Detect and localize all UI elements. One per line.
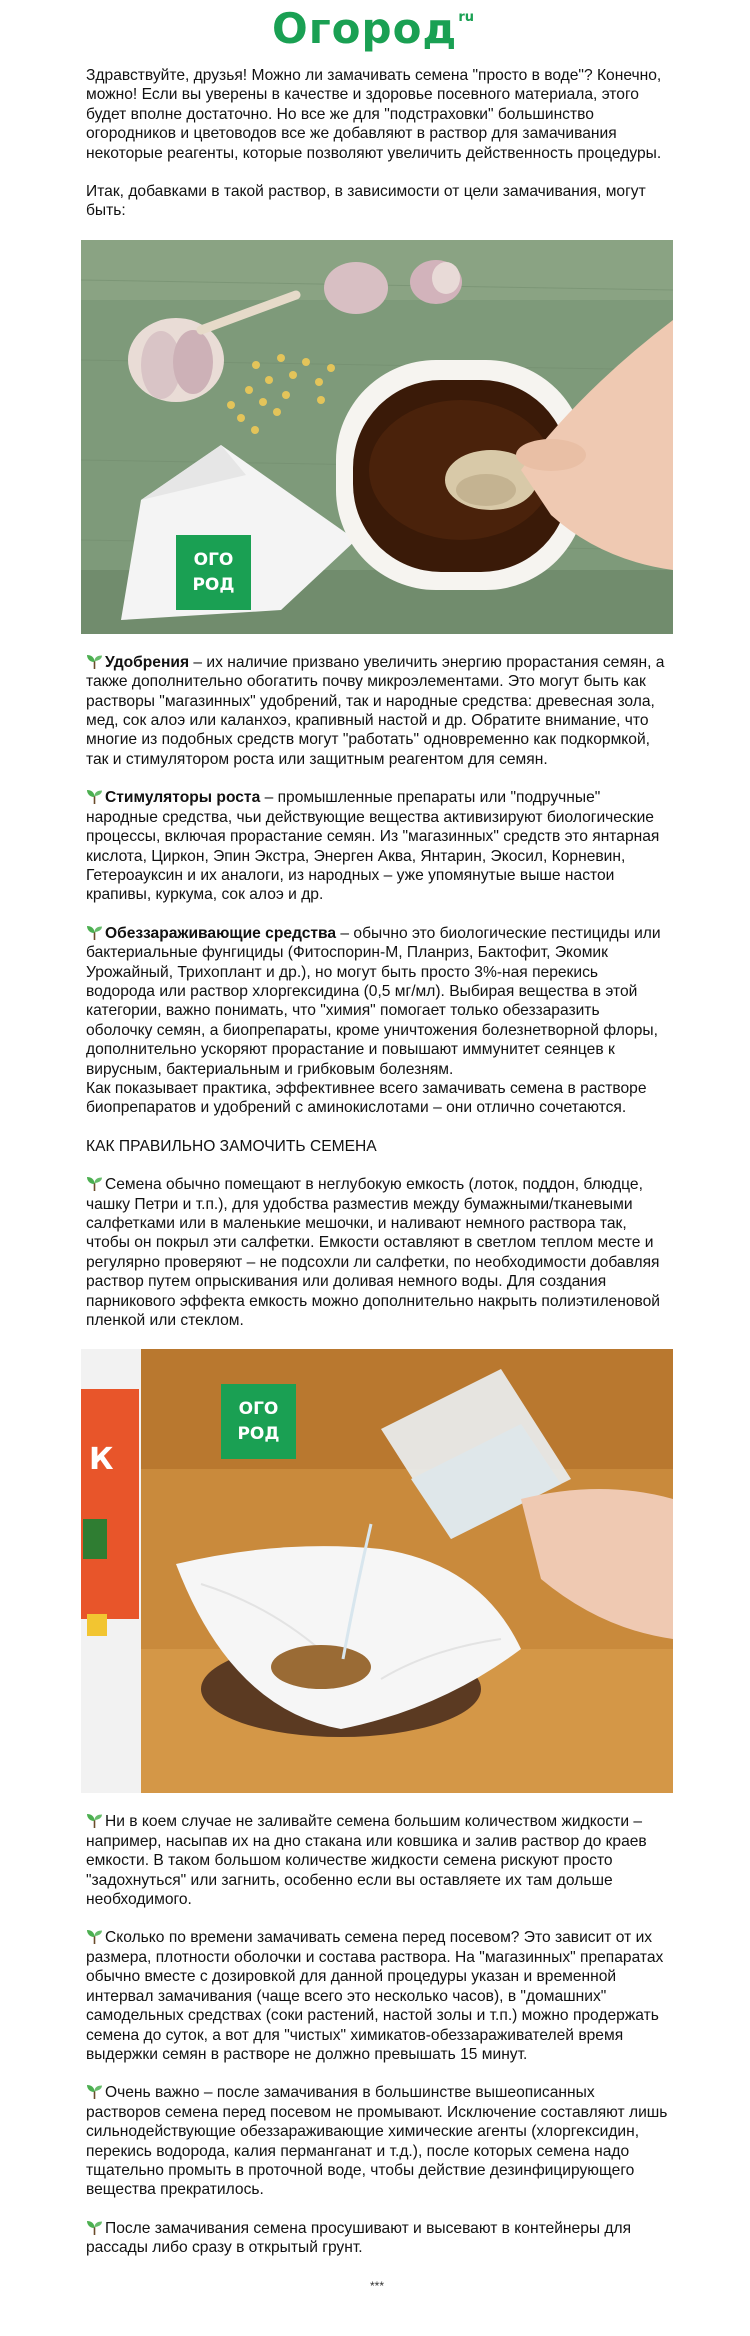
separator: *** xyxy=(369,2278,384,2293)
article-body xyxy=(86,66,668,2296)
list-item-fertilizers xyxy=(86,653,668,769)
site-logo[interactable] xyxy=(272,0,474,58)
site-header xyxy=(0,0,750,60)
seedling-icon xyxy=(86,1929,103,1944)
tip-text: Ни в коем случае не заливайте семена большим количеством жидкости – например, насыпав их на дно стакана или ковшика и залив раствор до краев емкости. В таком большом количестве жидкости семена рискуют просто "задохнуться" или загнить, особенно если вы оставляете их там дольше необходимого. xyxy=(86,1813,647,1909)
seedling-icon xyxy=(86,925,103,940)
svg-text:РОД: РОД xyxy=(192,574,235,595)
seed-soaking-photo xyxy=(81,240,673,634)
section-heading: КАК ПРАВИЛЬНО ЗАМОЧИТЬ СЕМЕНА xyxy=(86,1137,377,1155)
tip-item xyxy=(86,1812,668,1909)
envelope-logo-badge xyxy=(176,535,251,610)
svg-text:ОГО: ОГО xyxy=(193,549,234,570)
item-title: Стимуляторы роста xyxy=(105,789,261,807)
tip-text: Очень важно – после замачивания в большинстве вышеописанных растворов семена перед посевом не промывают. Исключение составляют лишь сильнодействующие обеззараживающие химические агенты (хлоргексидин, перекись водорода, калия перманганат и т.д.), после которых семена надо тщательно промыть в проточной воде, чтобы действие дезинфицирующего вещества прекратилось. xyxy=(86,2084,668,2199)
intro-paragraph: Здравствуйте, друзья! Можно ли замачивать семена "просто в воде"? Конечно, можно! Если вы уверены в качестве и здоровье посевного материала, этого будет вполне достаточно. Но все же для "подстраховки" большинство огородников и цветоводов все же добавляют в раствор для замачивания некоторые реагенты, которые позволяют увеличить действенность процедуры. xyxy=(86,67,662,162)
tip-text: После замачивания семена просушивают и высевают в контейнеры для рассады либо сразу в открытый грунт. xyxy=(86,2219,632,2257)
tip-item xyxy=(86,2083,668,2199)
seedling-icon xyxy=(86,654,103,669)
logo-text: Огород xyxy=(272,4,458,53)
tip-item xyxy=(86,1928,668,2064)
list-item-growth-stimulators xyxy=(86,788,668,904)
seedling-icon xyxy=(86,1176,103,1191)
photo-logo-badge xyxy=(221,1384,296,1459)
logo-domain: ru xyxy=(458,10,475,25)
svg-text:ОГО: ОГО xyxy=(238,1399,279,1420)
how-to-text: Семена обычно помещают в неглубокую емкость (лоток, поддон, блюдце, чашку Петри и т.п.), для удобства разместив между бумажными/тканевыми салфетками или в маленькие мешочки, и наливают немного раствора так, чтобы он покрыл эти салфетки. Емкости оставляют в светлом теплом месте и регулярно проверяют – не подсохли ли салфетки, по необходимости добавляя раствор путем опрыскивания или доливая немного воды. Для создания парникового эффекта емкость можно дополнительно накрыть полиэтиленовой пленкой или стеклом. xyxy=(86,1176,661,1330)
how-to-paragraph xyxy=(86,1175,668,1330)
seedling-icon xyxy=(86,1813,103,1828)
practice-paragraph: Как показывает практика, эффективнее всего замачивать семена в растворе биопрепаратов и удобрений с аминокислотами – они отлично сочетаются. xyxy=(86,1079,647,1117)
item-title: Удобрения xyxy=(105,653,190,671)
item-text: – их наличие призвано увеличить энергию прорастания семян, а также дополнительно обогатить почву микроэлементами. Это могут быть как растворы "магазинных" удобрений, так и народные средства: древесная зола, мед, сок алоэ или каланхоэ, крапивный настой и др. Обратите внимание, что многие из подобных средств могут "работать" одновременно как подкормкой, так и стимулятором роста или защитным реагентом для семян. xyxy=(86,653,665,768)
seed-pile xyxy=(271,1645,371,1689)
tip-text: Сколько по времени замачивать семена перед посевом? Это зависит от их размера, плотности оболочки и состава раствора. На "магазинных" препаратах обычно вместе с дозировкой для данной процедуры указан и временной интервал замачивания (чаще всего это несколько часов), в "домашних" самодельных средствах (соки растений, настой золы и т.п.) можно продержать семена до суток, а вот для "чистых" химикатов-обеззараживателей время выдержки семян в растворе не должно превышать 15 минут. xyxy=(86,1929,664,2063)
item-text: – обычно это биологические пестициды или бактериальные фунгициды (Фитоспорин-М, Планриз, Бактофит, Экомик Урожайный, Трихоплант и др.), но могут быть просто 3%-ная перекись водорода или раствор хлоргексидина (0,5 мг/мл). Выбирая вещества в этой категории, важно понимать, что "химия" помогает только обеззаразить оболочку семян, а биопрепараты, кроме уничтожения болезнетворной флоры, дополнительно ускоряют прорастание и повышают иммунитет сеянцев к вирусным, бактериальным и грибковым болезням. xyxy=(86,924,661,1078)
svg-text:К: К xyxy=(89,1442,114,1478)
item-text: – промышленные препараты или "подручные" народные средства, чьи действующие вещества активизируют биологические процессы, включая прорастание семян. Из "магазинных" средств это янтарная кислота, Циркон, Эпин Экстра, Энерген Аква, Янтарин, Экосил, Корневин, Гетероауксин и их аналоги, из народных – уже упомянутые выше настои крапивы, куркума, сок алоэ и др. xyxy=(86,789,660,904)
seedling-icon xyxy=(86,2220,103,2235)
svg-text:РОД: РОД xyxy=(237,1424,280,1445)
item-title: Обеззараживающие средства xyxy=(105,924,337,942)
pouring-solution-photo xyxy=(81,1349,673,1793)
seedling-icon xyxy=(86,2084,103,2099)
tip-item xyxy=(86,2219,668,2258)
list-item-disinfectants xyxy=(86,924,668,1079)
lead-paragraph: Итак, добавками в такой раствор, в зависимости от цели замачивания, могут быть: xyxy=(86,183,646,220)
seedling-icon xyxy=(86,789,103,804)
